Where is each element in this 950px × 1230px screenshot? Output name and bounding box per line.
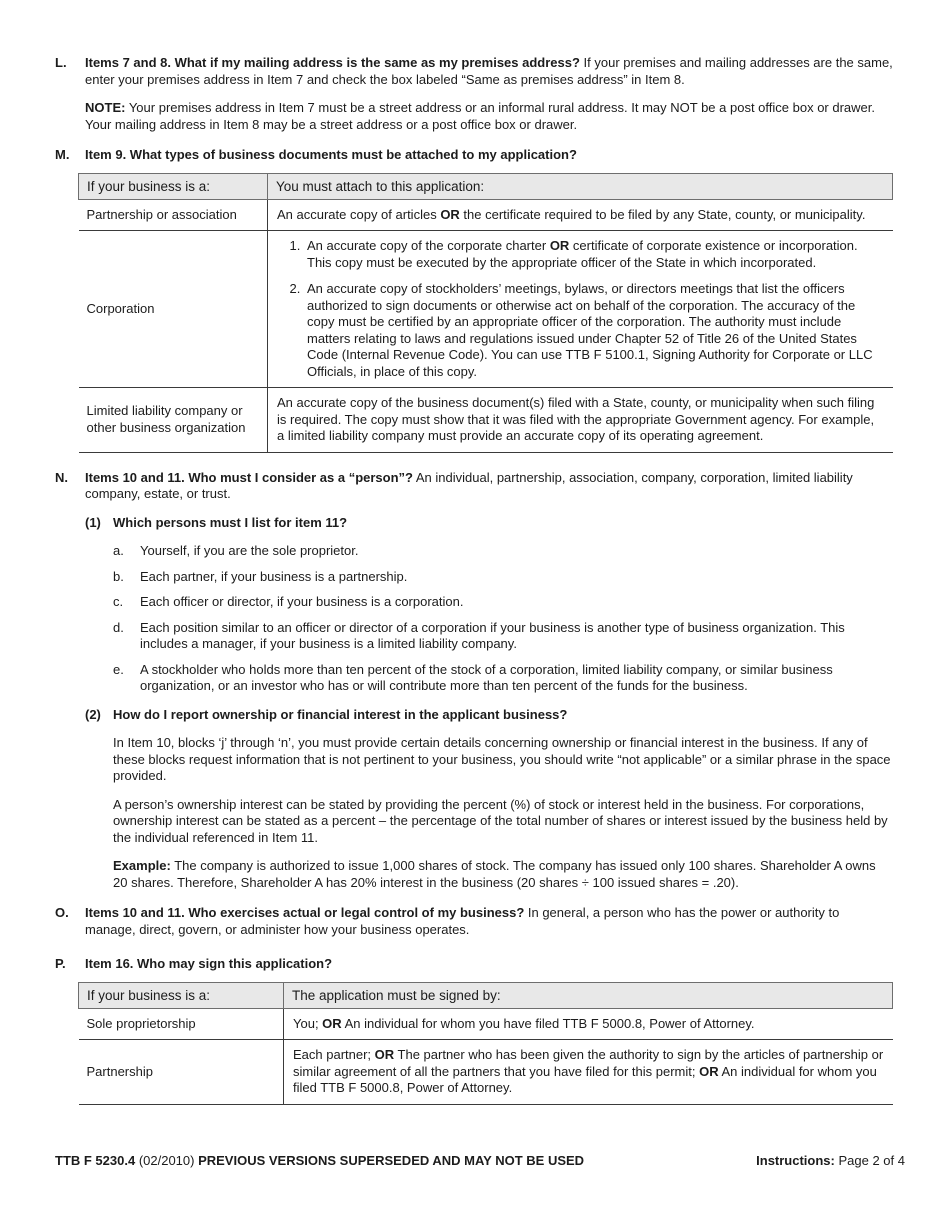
page-footer (55, 1153, 905, 1170)
table2-header-signed-by: The application must be signed by: (284, 982, 893, 1008)
row-content-partnership: An accurate copy of articles OR the certificate required to be filed by any State, county, or municipality. (268, 199, 893, 231)
section-O-paragraph (85, 905, 893, 938)
subsection-2-paragraph-2: A person’s ownership interest can be stated by providing the percent (%) of stock or interest held in the business. For corporations, ownership interest can be stated as a percent – the percentage of the total number of shares or interest issued by the business held by the individual referenced in Item 11. (113, 796, 888, 845)
signing-authority-table (78, 982, 893, 1105)
row-content-sole-proprietorship: You; OR An individual for whom you have filed TTB F 5000.8, Power of Attorney. (284, 1008, 893, 1040)
section-O-body (85, 905, 893, 938)
subsection-2-example (113, 858, 893, 891)
table-row-sole-proprietorship (79, 1008, 893, 1040)
section-O-heading: Items 10 and 11. Who exercises actual or legal control of my business? (85, 905, 525, 921)
row-content-llc: An accurate copy of the business document(s) filed with a State, county, or municipality when such filing is required. The copy must show that it was filed with the appropriate Government agency. For example, a limited liability company must provide an accurate copy of its operating agreement. (268, 388, 893, 453)
footer-page-number: Instructions: Page 2 of 4 (756, 1153, 905, 1168)
section-letter-P: P. (55, 956, 66, 972)
table-row-partnership (79, 199, 893, 231)
subsection-2-paragraph-1: In Item 10, blocks ‘j’ through ‘n’, you must provide certain details concerning ownership or financial interest in the business. If any of these blocks request information that is not pertinent to your business, you should write “not applicable” or a similar phrase in the space provided. (113, 735, 891, 784)
list-item-a (113, 543, 893, 560)
subsection-2-heading: How do I report ownership or financial interest in the applicant business? (113, 706, 568, 722)
subsection-2-marker: (2) (85, 706, 101, 722)
row-label-corporation: Corporation (79, 231, 268, 388)
footer-form-number: TTB F 5230.4 (02/2010) PREVIOUS VERSIONS SUPERSEDED AND MAY NOT BE USED (55, 1153, 585, 1168)
corporation-requirement-1: 1. An accurate copy of the corporate charter OR certificate of corporate existence or incorporation. This copy must be executed by the appropriate officer of the State in which incorporated. (304, 238, 884, 271)
row-content-partnership-signing: Each partner; OR The partner who has been given the authority to sign by the articles of partnership or similar agreement of all the partners that you have filed for this permit; OR An individual for whom you filed TTB F 5000.8, Power of Attorney. (284, 1040, 893, 1105)
list-item-d-text: Each position similar to an officer or director of a corporation if your business is another type of business organization. This includes a manager, if your business is a limited liability company. (140, 619, 845, 652)
subsection-2-body (113, 707, 893, 892)
section-P-body (85, 956, 893, 973)
list-item-c (113, 594, 893, 611)
list-item-c-text: Each officer or director, if your business is a corporation. (140, 594, 464, 610)
table2-header-business-type: If your business is a: (79, 982, 284, 1008)
table-row-partnership-signing (79, 1040, 893, 1105)
business-documents-table (78, 173, 893, 453)
list-item-b-marker: b. (113, 568, 124, 584)
section-letter-O: O. (55, 905, 69, 921)
list-item-b (113, 569, 893, 586)
corporation-requirement-2: 2. An accurate copy of stockholders’ meetings, bylaws, or directors meetings that list the officers authorized to sign documents or otherwise act on behalf of the corporation. The accuracy of the copy must be certified by an appropriate officer of the corporation. The authority must include matters relating to laws and regulations issued under Chapter 52 of Title 26 of the United States Code (Internal Revenue Code). You can use TTB F 5100.1, Signing Authority for Corporate or LLC Officials, in place of this copy. (304, 281, 884, 380)
subsection-1-heading: Which persons must I list for item 11? (113, 514, 348, 530)
list-item-b-text: Each partner, if your business is a partnership. (140, 568, 408, 584)
list-item-a-marker: a. (113, 543, 124, 559)
section-L-text: If your premises and mailing addresses are the same, enter your premises address in Item 7 and check the box labeled “Same as premises address” in Item 8. (85, 55, 893, 87)
table2-header-row (79, 982, 893, 1008)
list-item-d (113, 620, 893, 653)
list-item-a-text: Yourself, if you are the sole proprietor. (140, 543, 359, 559)
section-P (55, 956, 893, 973)
table-row-llc (79, 388, 893, 453)
note-label: NOTE: (85, 100, 126, 115)
list-item-c-marker: c. (113, 594, 124, 610)
section-M-body (85, 147, 893, 164)
section-N-text: An individual, partnership, association, company, corporation, limited liability company, estate, or trust. (85, 469, 853, 502)
list-item-e (113, 662, 893, 695)
list-item-e-marker: e. (113, 661, 124, 677)
section-O (55, 905, 893, 938)
row-label-partnership: Partnership or association (79, 199, 268, 231)
example-label: Example: (113, 858, 171, 874)
table1-header-row (79, 173, 893, 199)
subsection-2 (85, 707, 893, 892)
section-O-text: In general, a person who has the power or authority to manage, direct, govern, or administer how your business operates. (85, 905, 840, 937)
table-row-corporation (79, 231, 893, 388)
section-N-heading: Items 10 and 11. Who must I consider as a “person”? (85, 469, 413, 485)
example-text: The company is authorized to issue 1,000 shares of stock. The company has issued only 100 shares. Shareholder A owns 20 shares. Therefore, Shareholder A has 20% interest in the business (20 shares ÷ 100 issued shares = .20). (113, 858, 876, 890)
list-item-e-text: A stockholder who holds more than ten percent of the stock of a corporation, limited liability company, or similar business organization, or an investor who has or will contribute more than ten percent of the funds for the business. (140, 661, 833, 694)
corporation-requirements-list (277, 238, 884, 380)
table1-header-business-type: If your business is a: (79, 173, 268, 199)
section-N (55, 470, 893, 892)
section-letter-L: L. (55, 55, 67, 70)
row-label-llc: Limited liability company or other business organization (79, 388, 268, 453)
subsection-1-marker: (1) (85, 514, 101, 530)
section-P-heading: Item 16. Who may sign this application? (85, 956, 333, 972)
subsection-1 (85, 515, 893, 695)
row-content-corporation (268, 231, 893, 388)
section-N-body (85, 470, 893, 892)
section-letter-M: M. (55, 147, 70, 162)
list-item-d-marker: d. (113, 619, 124, 635)
subsection-1-body (113, 515, 893, 695)
table1-header-attachments: You must attach to this application: (268, 173, 893, 199)
note-text: Your premises address in Item 7 must be a street address or an informal rural address. It may NOT be a post office box or drawer. Your mailing address in Item 8 may be a street address or a post office box or drawer. (85, 100, 875, 132)
section-M (55, 147, 893, 164)
section-L-body (85, 55, 893, 133)
section-N-paragraph (85, 470, 893, 503)
section-L (55, 55, 893, 133)
section-letter-N: N. (55, 469, 68, 485)
section-L-note (85, 100, 893, 133)
section-M-heading: Item 9. What types of business documents must be attached to my application? (85, 147, 577, 162)
section-L-heading: Items 7 and 8. What if my mailing address is the same as my premises address? (85, 55, 580, 70)
row-label-partnership-signing: Partnership (79, 1040, 284, 1105)
section-L-paragraph (85, 55, 893, 88)
row-label-sole-proprietorship: Sole proprietorship (79, 1008, 284, 1040)
